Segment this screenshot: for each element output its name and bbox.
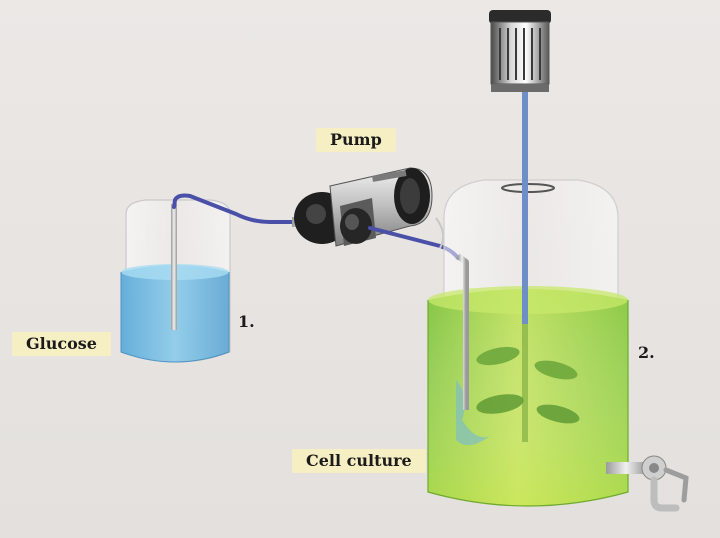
glucose-vessel <box>121 200 230 362</box>
glucose-label: Glucose <box>12 332 111 356</box>
stirrer-motor <box>489 10 551 92</box>
cell-culture-label: Cell culture <box>292 449 426 473</box>
pump-label: Pump <box>316 128 396 152</box>
vessel-2-number: 2. <box>638 343 655 362</box>
vessel-1-number: 1. <box>238 312 255 331</box>
